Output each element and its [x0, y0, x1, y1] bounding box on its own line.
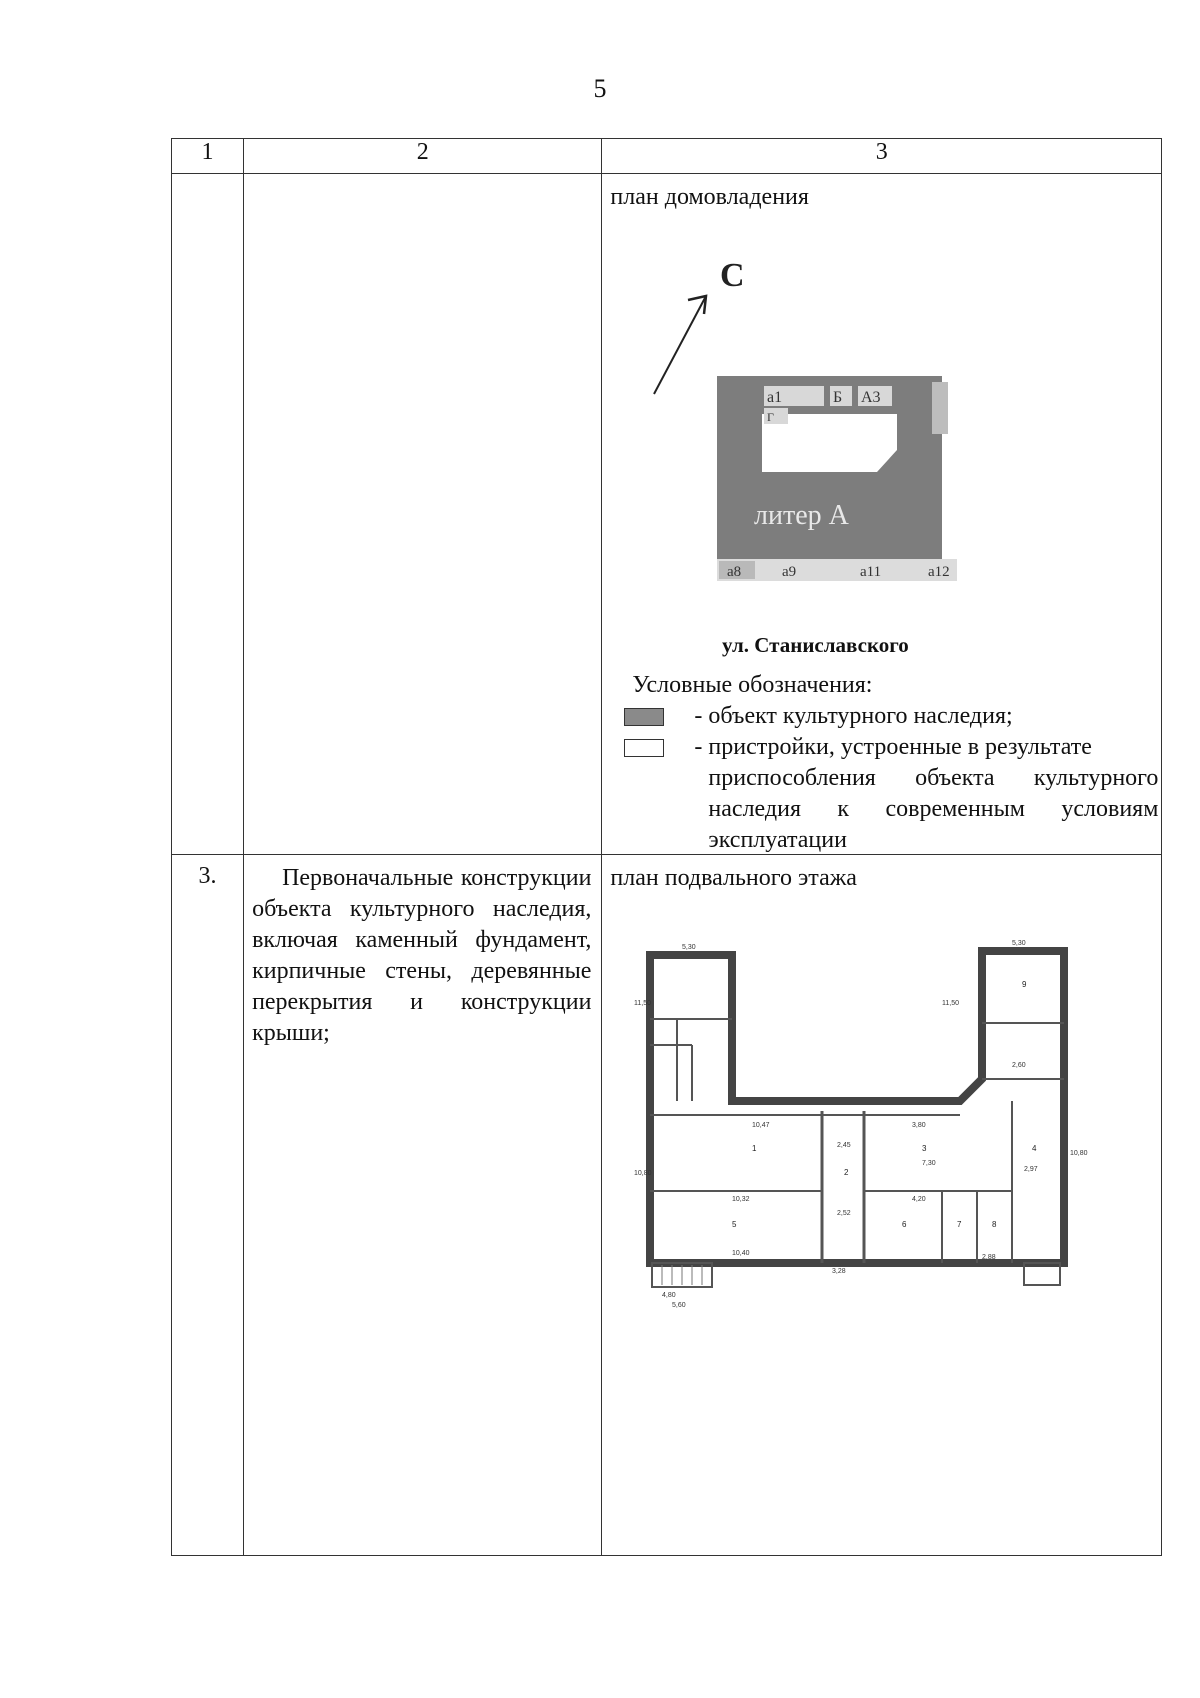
room-label: 5	[732, 1220, 737, 1229]
dim-label: 10,80	[634, 1170, 652, 1177]
street-label: ул. Станиславского	[722, 633, 910, 657]
annex-label-a8: а8	[727, 564, 742, 580]
annex-label-a12: а12	[928, 564, 951, 580]
basement-floor-plan	[632, 915, 1102, 1315]
dim-label: 11,50	[634, 1000, 652, 1007]
dim-label: 10,40	[732, 1250, 750, 1257]
site-plan-drawing	[602, 214, 1161, 684]
row-plot-content-cell	[602, 174, 1162, 855]
row-basement-num-cell	[172, 855, 244, 1556]
annex-label-a3: А3	[861, 389, 881, 406]
header-col-3: 3	[602, 139, 1162, 174]
main-building-label: литер А	[754, 500, 850, 531]
row-basement-desc-cell	[244, 855, 602, 1556]
annex-label-a11: а11	[860, 564, 882, 580]
dim-label: 11,50	[942, 1000, 960, 1007]
north-label: С	[720, 257, 745, 294]
row-plot-num-cell	[172, 174, 244, 855]
annex-label-b: Б	[833, 389, 843, 406]
room-label: 7	[957, 1220, 962, 1229]
dim-label: 2,60	[1012, 1062, 1027, 1069]
dim-label: 5,30	[1012, 940, 1027, 947]
dim-label: 5,60	[672, 1302, 687, 1309]
plot-caption: план домовладения	[610, 184, 809, 210]
north-arrow	[654, 296, 706, 394]
room-label: 9	[1022, 980, 1027, 989]
row-plot-desc-cell	[244, 174, 602, 855]
dim-label: 10,32	[732, 1196, 750, 1203]
dim-label: 2,88	[982, 1254, 997, 1261]
dim-label: 3,28	[832, 1268, 847, 1275]
dim-label: 10,47	[752, 1122, 770, 1129]
legend-text-heritage: - объект культурного наследия;	[694, 703, 1013, 729]
room-label: 1	[752, 1144, 757, 1153]
room-label: 3	[922, 1144, 927, 1153]
legend-title: Условные обозначения:	[632, 672, 873, 698]
dim-label: 2,45	[837, 1142, 852, 1149]
room-label: 2	[844, 1168, 849, 1177]
table-row-basement	[172, 855, 1162, 1556]
dim-label: 4,80	[662, 1292, 677, 1299]
annex-label-a1: а1	[767, 389, 783, 406]
document-table	[171, 138, 1162, 1556]
page-number: 5	[593, 74, 607, 103]
legend-swatch-heritage	[624, 708, 664, 726]
legend-swatch-annex	[624, 739, 664, 757]
dim-label: 3,80	[912, 1122, 927, 1129]
legend-text-annex-cont: приспособления объекта культурного наследия к современным условиям эксплуатации	[708, 765, 1159, 853]
row-basement-description: Первоначальные конструкции объекта культурного наследия, включая каменный фундамент, кирпичные стены, деревянные перекрытия и конструкции крыши;	[252, 865, 592, 1046]
legend-text-annex-line1: - пристройки, устроенные в результате	[694, 734, 1092, 760]
dim-label: 4,20	[912, 1196, 927, 1203]
legend-item-heritage	[610, 701, 1158, 732]
row-basement-content-cell	[602, 855, 1162, 1556]
table-row-plot	[172, 174, 1162, 855]
main-building-shape	[717, 376, 942, 559]
dim-label: 10,80	[1070, 1150, 1088, 1157]
room-label: 6	[902, 1220, 907, 1229]
header-col-2: 2	[244, 139, 602, 174]
room-label: 4	[1032, 1144, 1037, 1153]
table-header-row	[172, 139, 1162, 174]
dim-label: 2,52	[837, 1210, 852, 1217]
outer-wall	[650, 951, 1064, 1263]
dim-label: 2,97	[1024, 1166, 1039, 1173]
room-label: 8	[992, 1220, 997, 1229]
row-basement-number: 3.	[198, 863, 217, 889]
annex-label-a9: а9	[782, 564, 797, 580]
basement-caption: план подвального этажа	[610, 865, 857, 891]
annex-label-g: Г	[767, 410, 775, 424]
legend	[610, 670, 1158, 856]
dim-label: 7,30	[922, 1160, 937, 1167]
annex-right	[932, 382, 948, 434]
legend-item-annex	[610, 732, 1158, 856]
header-col-1: 1	[172, 139, 244, 174]
legend-text-annex	[694, 732, 1158, 856]
dim-label: 5,30	[682, 944, 697, 951]
